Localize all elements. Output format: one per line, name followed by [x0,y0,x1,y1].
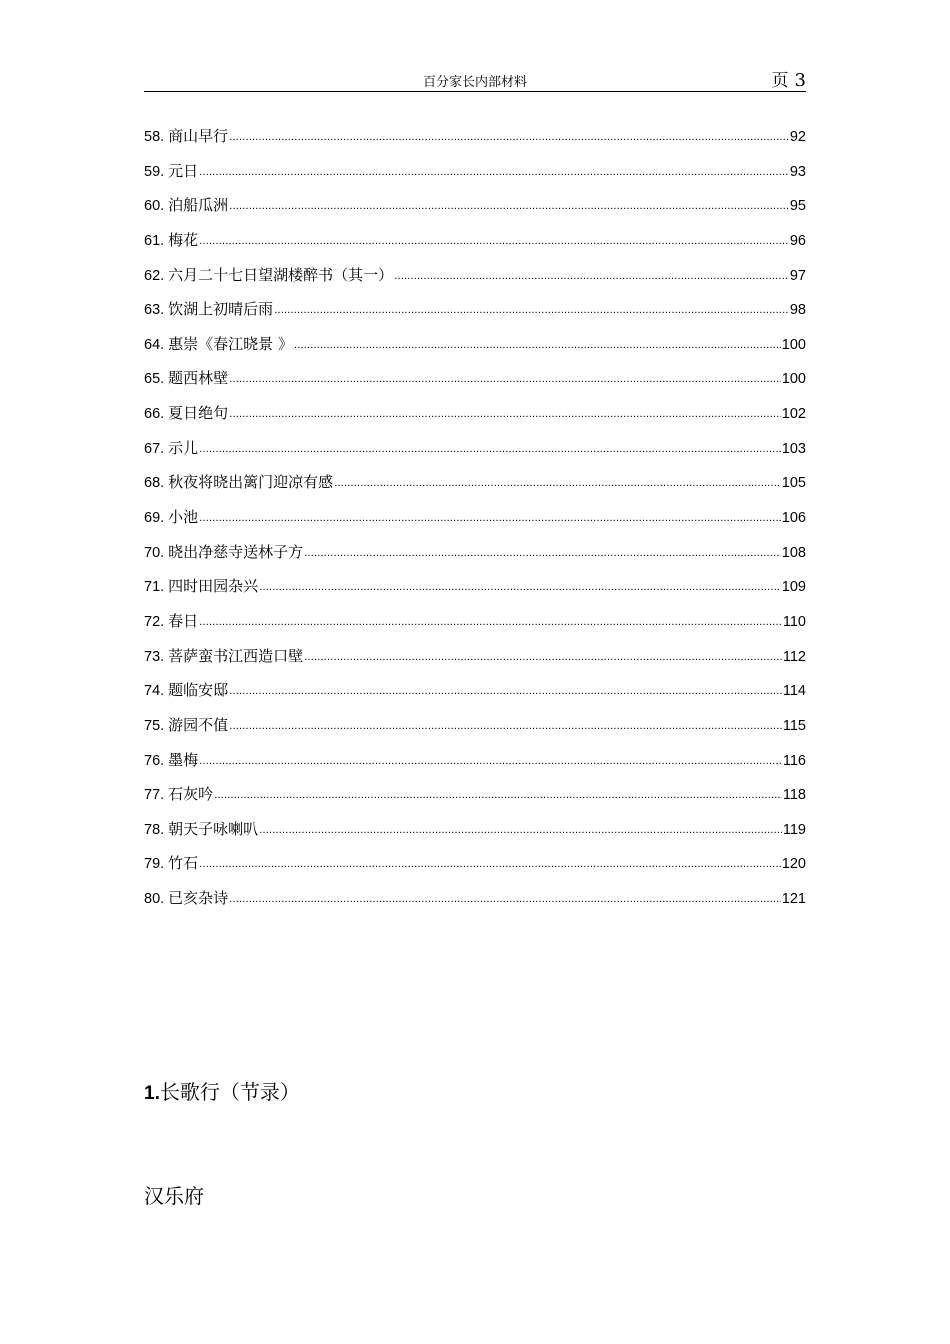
toc-entry[interactable] [144,714,806,749]
toc-entry-title: 朝天子咏喇叭 [168,819,259,838]
toc-entry-title: 泊船瓜洲 [168,196,229,215]
toc-entry[interactable] [144,575,806,610]
toc-dot-leader [259,576,781,594]
table-of-contents [144,125,806,922]
toc-entry[interactable] [144,610,806,645]
toc-entry-number: 63. [144,302,165,319]
toc-dot-leader [229,715,782,733]
toc-dot-leader [199,750,782,768]
toc-entry-number: 70. [144,544,165,561]
toc-entry-title: 夏日绝句 [168,404,229,423]
toc-dot-leader [394,265,789,283]
toc-dot-leader [229,195,789,213]
toc-entry[interactable] [144,471,806,506]
toc-entry-page: 115 [782,717,806,734]
toc-dot-leader [334,472,781,490]
toc-entry-page: 96 [789,232,806,249]
toc-entry-title: 惠崇《春江晓景 》 [168,334,293,353]
toc-entry-title: 六月二十七日望湖楼醉书（其一） [168,265,394,284]
toc-entry[interactable] [144,749,806,784]
toc-entry[interactable] [144,437,806,472]
toc-entry-title: 梅花 [168,230,199,249]
toc-entry-page: 116 [782,752,806,769]
toc-entry-title: 元日 [168,161,199,180]
toc-entry[interactable] [144,367,806,402]
header-page-label: 页 [771,71,789,91]
toc-entry[interactable] [144,645,806,680]
toc-entry[interactable] [144,333,806,368]
toc-entry-page: 114 [782,683,806,700]
toc-entry-page: 109 [781,579,806,596]
toc-entry-title: 晓出净慈寺送林子方 [168,542,304,561]
toc-entry-page: 105 [781,475,806,492]
toc-entry-number: 77. [144,787,165,804]
toc-entry-title: 题西林壁 [168,369,229,388]
toc-entry[interactable] [144,541,806,576]
toc-entry-title: 饮湖上初晴后雨 [168,300,274,319]
toc-entry-number: 73. [144,648,165,665]
toc-entry[interactable] [144,852,806,887]
toc-entry-page: 98 [789,302,806,319]
toc-entry-page: 112 [782,648,806,665]
toc-entry-number: 65. [144,371,165,388]
section-heading [144,1076,300,1105]
section-title: 长歌行（节录） [159,1080,300,1104]
toc-entry-number: 66. [144,406,165,423]
toc-entry-title: 已亥杂诗 [168,889,229,908]
toc-entry-number: 69. [144,510,165,527]
toc-entry-page: 106 [781,510,806,527]
toc-entry-page: 119 [782,821,806,838]
header-title: 百分家长内部材料 [422,75,527,90]
toc-dot-leader [259,819,782,837]
toc-entry[interactable] [144,783,806,818]
toc-entry-page: 110 [782,613,806,630]
toc-entry-number: 59. [144,163,165,180]
toc-dot-leader [229,403,781,421]
toc-entry-page: 118 [782,787,806,804]
toc-entry-number: 62. [144,267,165,284]
toc-entry-page: 121 [781,891,806,908]
toc-entry-number: 64. [144,336,165,353]
toc-entry-number: 78. [144,821,165,838]
toc-entry-number: 68. [144,475,165,492]
toc-dot-leader [199,161,789,179]
toc-entry[interactable] [144,679,806,714]
toc-dot-leader [294,334,781,352]
toc-entry-page: 95 [789,198,806,215]
toc-dot-leader [229,888,781,906]
toc-entry-number: 58. [144,129,165,145]
toc-entry-title: 石灰吟 [168,785,214,804]
toc-entry-number: 74. [144,683,165,700]
toc-entry-number: 67. [144,440,165,457]
toc-entry[interactable] [144,194,806,229]
toc-dot-leader [199,230,789,248]
toc-entry-number: 61. [144,232,165,249]
toc-dot-leader [229,126,789,144]
toc-dot-leader [199,438,781,456]
toc-entry-page: 120 [781,856,806,873]
toc-entry-page: 100 [781,336,806,353]
toc-entry-page: 103 [781,440,806,457]
toc-dot-leader [214,784,782,802]
toc-entry-title: 竹石 [168,854,199,873]
toc-dot-leader [199,611,782,629]
toc-entry-number: 80. [144,891,165,908]
toc-entry[interactable] [144,229,806,264]
toc-dot-leader [199,507,781,525]
toc-entry-title: 墨梅 [168,750,199,769]
toc-entry-title: 春日 [168,611,199,630]
section-number: 1. [144,1083,160,1104]
toc-entry-title: 示儿 [168,438,199,457]
header-page-number: 3 [794,70,806,91]
toc-dot-leader [304,646,782,664]
toc-entry[interactable] [144,264,806,299]
toc-entry-number: 76. [144,752,165,769]
toc-entry-title: 四时田园杂兴 [168,577,259,596]
toc-entry[interactable] [144,506,806,541]
toc-entry-page: 92 [789,129,806,145]
toc-entry-page: 93 [789,163,806,180]
toc-dot-leader [274,299,789,317]
toc-dot-leader [304,542,781,560]
toc-entry[interactable] [144,887,806,922]
toc-entry-number: 72. [144,613,165,630]
toc-entry-title: 游园不值 [168,715,229,734]
toc-dot-leader [199,853,781,871]
toc-entry-page: 102 [781,406,806,423]
toc-entry[interactable] [144,298,806,333]
header-page-indicator [772,66,806,91]
toc-entry-number: 71. [144,579,165,596]
toc-entry[interactable] [144,818,806,853]
toc-entry-page: 97 [789,267,806,284]
toc-entry-number: 60. [144,198,165,215]
toc-dot-leader [229,680,782,698]
page-header [144,66,806,92]
toc-entry-title: 商山早行 [168,127,229,145]
toc-entry-number: 79. [144,856,165,873]
toc-entry[interactable] [144,402,806,437]
toc-entry-page: 108 [781,544,806,561]
toc-entry-title: 题临安邸 [168,681,229,700]
toc-entry-title: 小池 [168,508,199,527]
poem-author: 汉乐府 [144,1184,204,1208]
toc-entry[interactable] [144,160,806,195]
toc-entry-number: 75. [144,717,165,734]
toc-entry-title: 秋夜将晓出篱门迎凉有感 [168,473,334,492]
toc-entry[interactable] [144,125,806,160]
toc-dot-leader [229,368,781,386]
toc-entry-title: 菩萨蛮书江西造口壁 [168,646,304,665]
toc-entry-page: 100 [781,371,806,388]
